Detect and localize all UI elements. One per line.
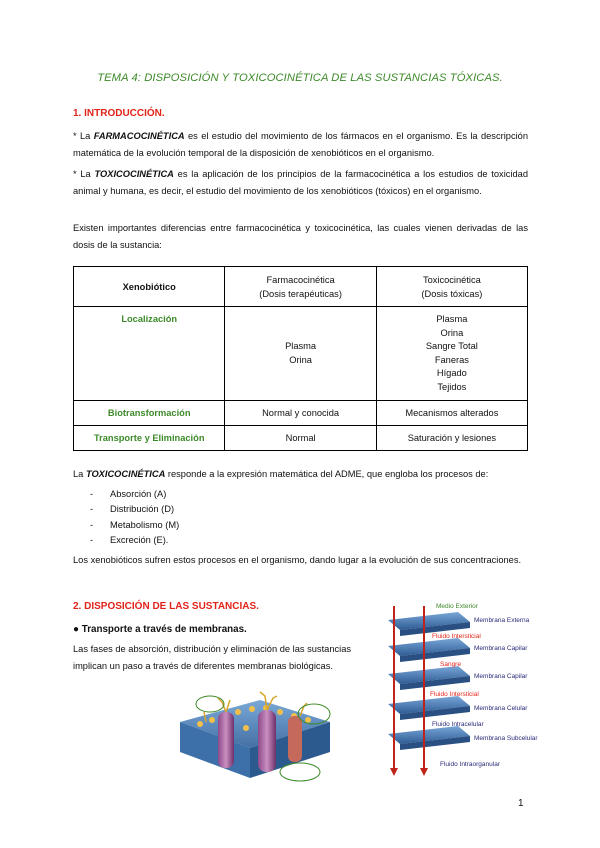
table-row: [74, 426, 528, 451]
paragraph-adme-closing: Los xenobióticos sufren estos procesos en el organismo, dando lugar a la evolución de sus concentraciones.: [73, 555, 522, 565]
cell-membrane-illustration: [170, 682, 340, 786]
down-arrow-icon: [390, 768, 398, 776]
term-toxicocinetica: TOXICOCINÉTICA: [94, 169, 174, 179]
row-label-localizacion: Localización: [74, 307, 225, 401]
label-membrana-capilar: Membrana Capilar: [474, 645, 528, 652]
header-farmacocinetica: Farmacocinética (Dosis terapéuticas): [225, 267, 376, 307]
bullet-icon: ●: [73, 624, 80, 635]
down-arrow-icon: [420, 768, 428, 776]
page-number: 1: [518, 798, 524, 809]
header-toxicocinetica: Toxicocinética (Dosis tóxicas): [376, 267, 527, 307]
label-medio-exterior: Medio Exterior: [436, 603, 478, 610]
list-item: - Absorción (A): [90, 489, 167, 499]
paragraph-toxicocinetica: * La TOXICOCINÉTICA es la aplicación de los principios de la farmacocinética a los estudios de toxicidad animal y humana, es decir, el estudio del movimiento de los xenobióticos (tóxicos) en el organismo.: [73, 169, 529, 196]
section-heading-disposicion: 2. DISPOSICIÓN DE LAS SUSTANCIAS.: [73, 601, 259, 612]
label-membrana-externa: Membrana Externa: [474, 617, 530, 624]
paragraph-diferencias: Existen importantes diferencias entre farmacocinética y toxicocinética, las cuales vienen derivadas de las dosis de la sustancia:: [73, 223, 528, 250]
label-membrana-subcelular: Membrana Subcelular: [474, 735, 538, 742]
label-membrana-capilar-2: Membrana Capilar: [474, 673, 528, 680]
list-item: - Distribución (D): [90, 504, 175, 515]
label-fluido-intraorganular: Fluido Intraorganular: [440, 761, 500, 768]
cell-toxic-transporte: Saturación y lesiones: [376, 426, 527, 451]
cell-toxic-biotransformacion: Mecanismos alterados: [376, 401, 527, 426]
cell-pharma-biotransformacion: Normal y conocida: [225, 401, 376, 426]
table-header-row: [74, 267, 528, 307]
cell-toxic-localizacion: Plasma Orina Sangre Total Faneras Hígado Tejidos: [376, 307, 527, 401]
label-fluido-intersticial-2: Fluido Intersticial: [430, 691, 479, 698]
header-xenobiotico: Xenobiótico: [74, 267, 225, 307]
term-farmacocinetica: FARMACOCINÉTICA: [93, 131, 185, 141]
comparison-table: [73, 266, 528, 451]
page-title: TEMA 4: DISPOSICIÓN Y TOXICOCINÉTICA DE LAS SUSTANCIAS TÓXICAS.: [97, 72, 503, 84]
row-label-biotransformacion: Biotransformación: [74, 401, 225, 426]
subheading-transporte: ● Transporte a través de membranas.: [73, 624, 247, 635]
section-heading-introduccion: 1. INTRODUCCIÓN.: [73, 108, 165, 119]
table-row: [74, 307, 528, 401]
paragraph-membranas: Las fases de absorción, distribución y eliminación de las sustancias implican un paso a través de diferentes membranas biológicas.: [73, 644, 352, 671]
membranes-stack-illustration: [384, 600, 538, 778]
label-sangre: Sangre: [440, 661, 461, 668]
paragraph-adme-intro: La TOXICOCINÉTICA responde a la expresión matemática del ADME, que engloba los procesos de:: [73, 469, 489, 479]
row-label-transporte: Transporte y Eliminación: [74, 426, 225, 451]
cell-pharma-transporte: Normal: [225, 426, 376, 451]
list-item: - Excreción (E).: [90, 534, 169, 545]
label-membrana-celular: Membrana Celular: [474, 705, 528, 712]
paragraph-farmacocinetica: * La FARMACOCINÉTICA es el estudio del movimiento de los fármacos en el organismo. Es la descripción matemática de la evolución temporal de la disposición de xenobióticos en el organismo.: [73, 131, 528, 158]
table-row: [74, 401, 528, 426]
term-toxicocinetica-adme: TOXICOCINÉTICA: [85, 469, 166, 479]
list-item: - Metabolismo (M): [90, 519, 180, 530]
label-fluido-intracelular: Fluido Intracelular: [432, 721, 484, 728]
cell-pharma-localizacion: Plasma Orina: [225, 307, 376, 401]
label-fluido-intersticial: Fluido Intersticial: [432, 633, 481, 640]
adme-list: [73, 487, 179, 548]
